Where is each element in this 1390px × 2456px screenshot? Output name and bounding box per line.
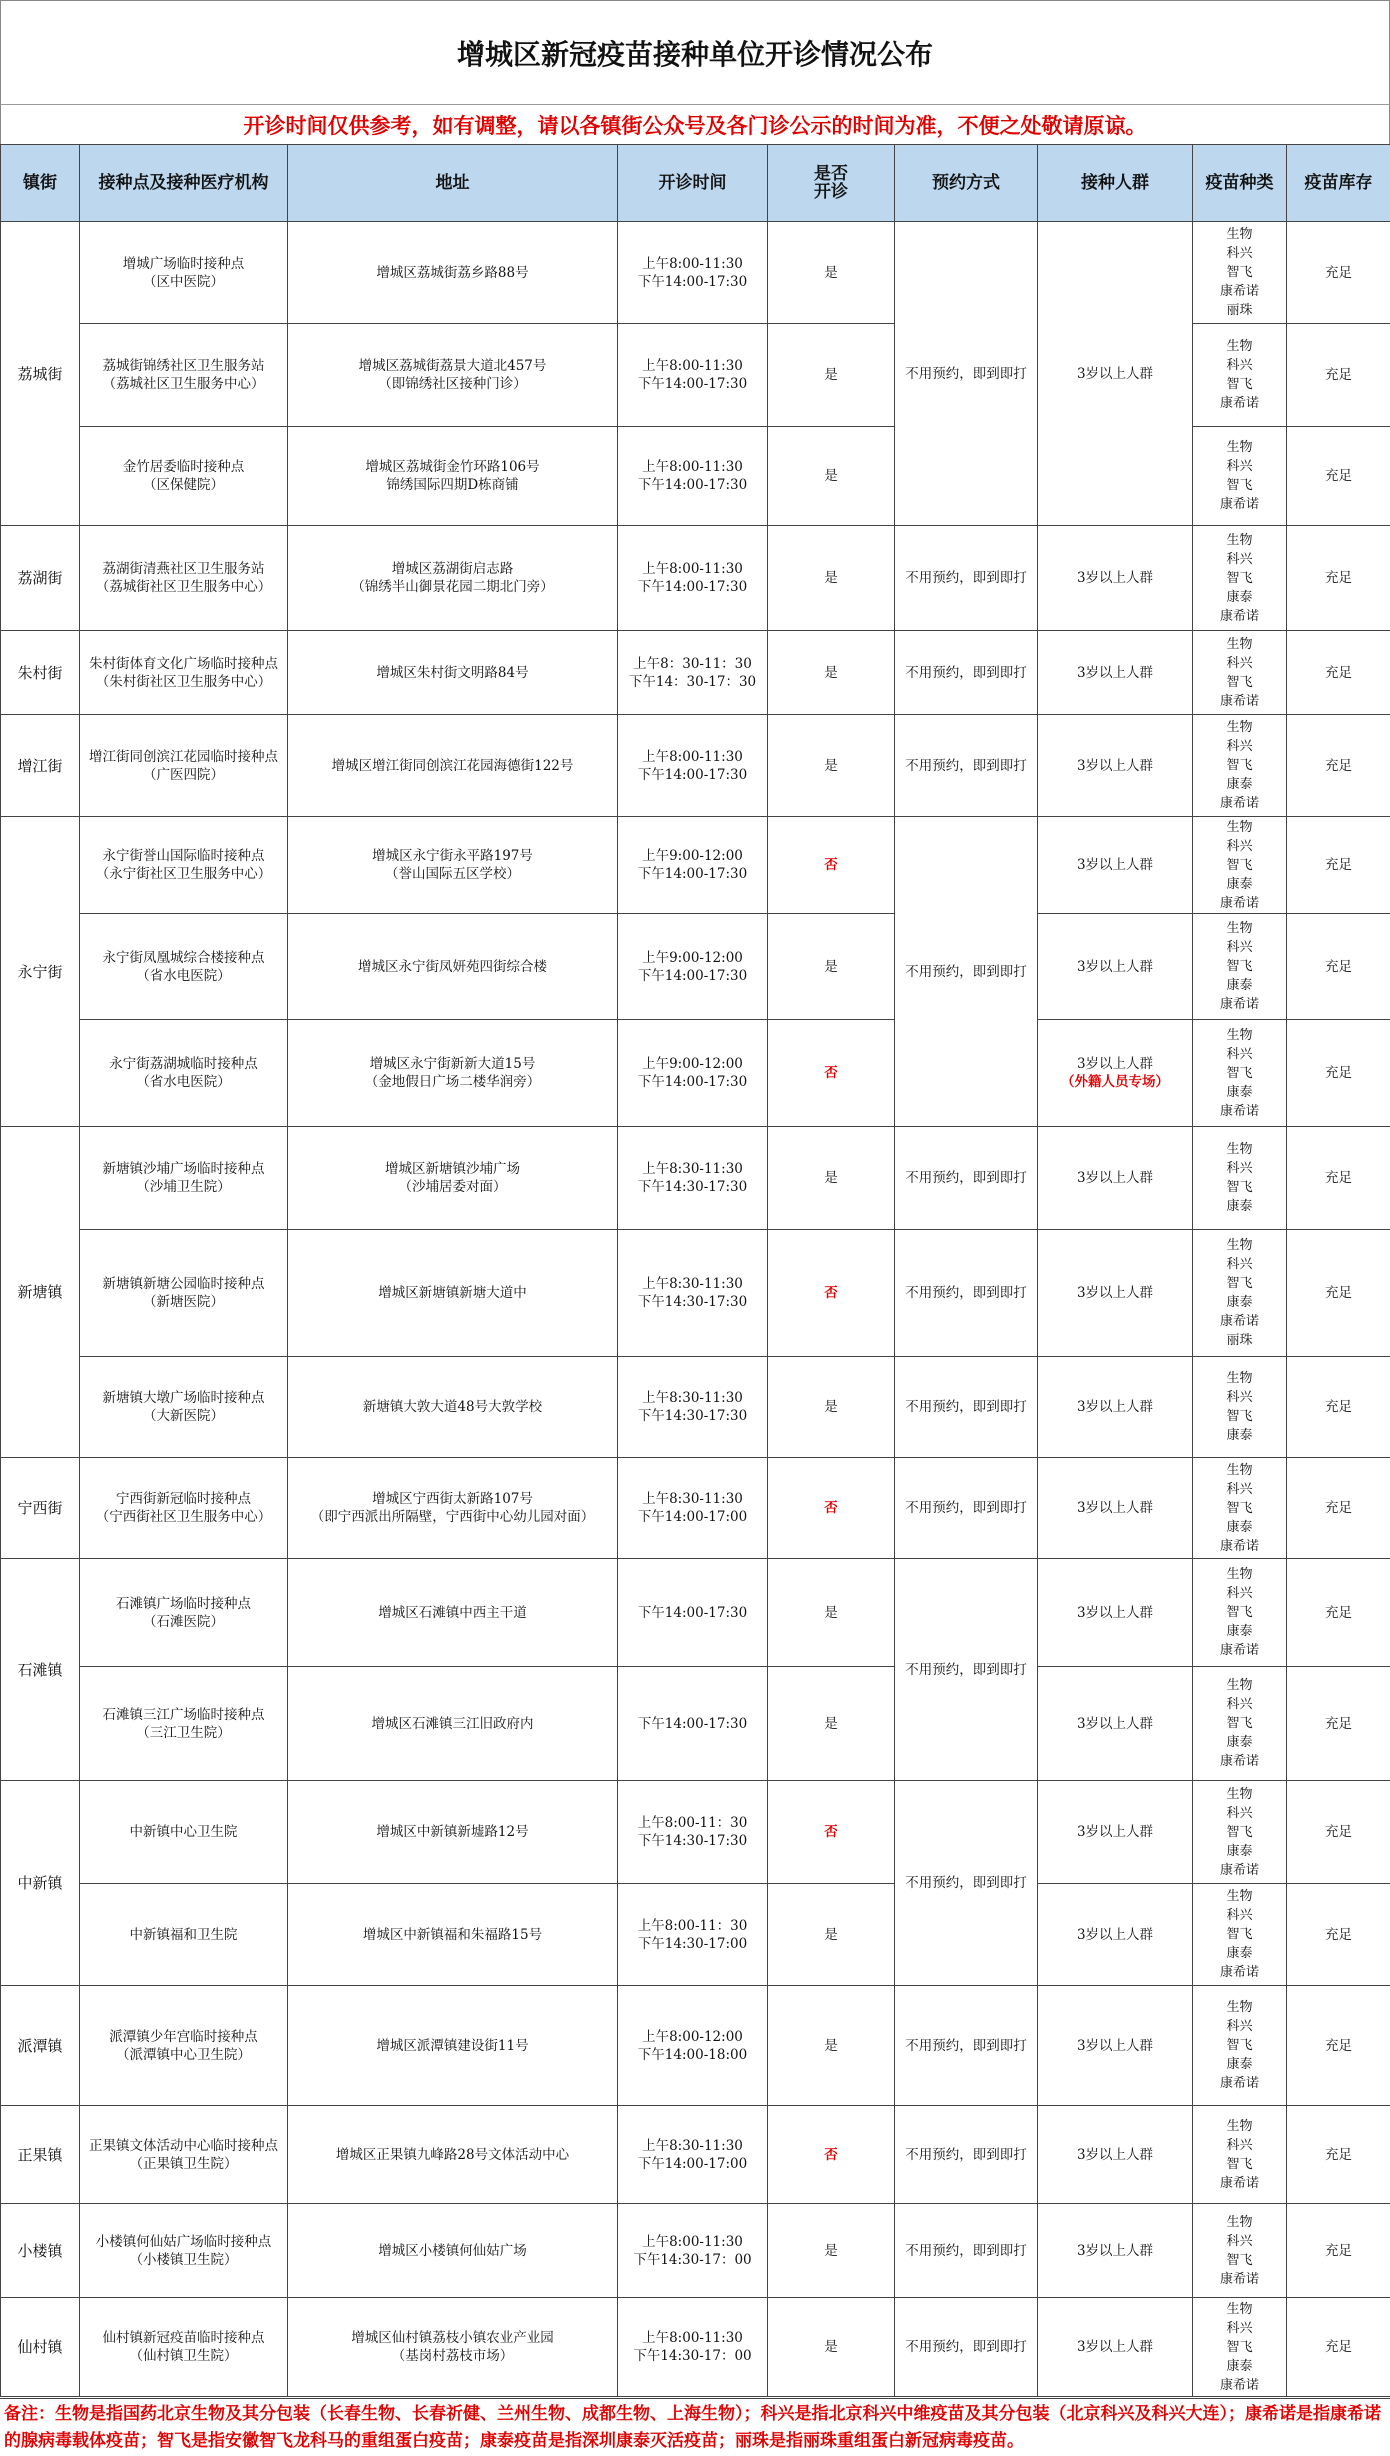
stock-cell: 充足 <box>1287 1559 1390 1667</box>
open-status-cell: 是 <box>768 526 895 631</box>
open-status-cell: 是 <box>768 914 895 1020</box>
hours-cell: 下午14:00-17:30 <box>618 1667 768 1781</box>
header-address: 地址 <box>288 145 618 222</box>
vaccine-cell: 生物 科兴 智飞 康泰 康希诺 <box>1193 1020 1287 1127</box>
site-cell: 永宁街凤凰城综合楼接种点 （省水电医院） <box>80 914 288 1020</box>
crowd-cell: 3岁以上人群 <box>1038 1230 1193 1357</box>
address-cell: 增城区荔湖街启志路 （锦绣半山御景花园二期北门旁） <box>288 526 618 631</box>
vaccine-cell: 生物 科兴 智飞 康泰 康希诺 <box>1193 914 1287 1020</box>
stock-cell: 充足 <box>1287 1458 1390 1559</box>
table-row <box>1 1667 1390 1781</box>
stock-cell: 充足 <box>1287 2298 1390 2397</box>
header-vaccine: 疫苗种类 <box>1193 145 1287 222</box>
site-cell: 永宁街誉山国际临时接种点 （永宁街社区卫生服务中心） <box>80 817 288 914</box>
hours-cell: 上午8:00-11:30 下午14:00-17:30 <box>618 324 768 427</box>
vaccine-cell: 生物 科兴 智飞 康泰 康希诺 丽珠 <box>1193 1230 1287 1357</box>
stock-cell: 充足 <box>1287 631 1390 715</box>
hours-cell: 上午8:30-11:30 下午14:00-17:00 <box>618 2106 768 2204</box>
street-cell: 仙村镇 <box>1 2298 80 2397</box>
booking-cell: 不用预约，即到即打 <box>895 1357 1038 1458</box>
site-cell: 中新镇福和卫生院 <box>80 1884 288 1986</box>
street-cell: 荔城街 <box>1 222 80 526</box>
stock-cell: 充足 <box>1287 1230 1390 1357</box>
address-cell: 增城区仙村镇荔枝小镇农业产业园 （基岗村荔枝市场） <box>288 2298 618 2397</box>
hours-cell: 上午8:30-11:30 下午14:00-17:00 <box>618 1458 768 1559</box>
stock-cell: 充足 <box>1287 324 1390 427</box>
vaccine-cell: 生物 科兴 智飞 康泰 康希诺 <box>1193 1884 1287 1986</box>
open-status-cell: 否 <box>768 1230 895 1357</box>
stock-cell: 充足 <box>1287 817 1390 914</box>
booking-cell: 不用预约，即到即打 <box>895 2204 1038 2298</box>
table-row <box>1 1986 1390 2106</box>
open-status-cell: 是 <box>768 1667 895 1781</box>
street-cell: 派潭镇 <box>1 1986 80 2106</box>
address-cell: 增城区永宁街凤妍苑四街综合楼 <box>288 914 618 1020</box>
vaccine-cell: 生物 科兴 智飞 康希诺 <box>1193 631 1287 715</box>
notice-banner: 开诊时间仅供参考，如有调整，请以各镇街公众号及各门诊公示的时间为准，不便之处敬请原谅。 <box>0 104 1390 144</box>
stock-cell: 充足 <box>1287 2204 1390 2298</box>
booking-cell: 不用预约，即到即打 <box>895 631 1038 715</box>
crowd-cell: 3岁以上人群 <box>1038 1357 1193 1458</box>
open-status-cell: 是 <box>768 2298 895 2397</box>
address-cell: 增城区正果镇九峰路28号文体活动中心 <box>288 2106 618 2204</box>
table-row <box>1 222 1390 324</box>
vaccine-cell: 生物 科兴 智飞 康泰 康希诺 <box>1193 526 1287 631</box>
crowd-cell: 3岁以上人群 <box>1038 1667 1193 1781</box>
site-cell: 增城广场临时接种点 （区中医院） <box>80 222 288 324</box>
crowd-cell: 3岁以上人群 <box>1038 1986 1193 2106</box>
stock-cell: 充足 <box>1287 1781 1390 1884</box>
street-cell: 荔湖街 <box>1 526 80 631</box>
vaccination-sites-table <box>0 144 1390 2397</box>
booking-cell: 不用预约，即到即打 <box>895 1781 1038 1986</box>
open-status-cell: 是 <box>768 1884 895 1986</box>
crowd-cell: 3岁以上人群 <box>1038 715 1193 817</box>
booking-cell: 不用预约，即到即打 <box>895 715 1038 817</box>
open-status-cell: 否 <box>768 817 895 914</box>
table-row <box>1 2298 1390 2397</box>
hours-cell: 上午8:00-11:30 下午14:00-17:30 <box>618 427 768 526</box>
header-stock: 疫苗库存 <box>1287 145 1390 222</box>
open-status-cell: 是 <box>768 427 895 526</box>
open-status-cell: 是 <box>768 715 895 817</box>
hours-cell: 上午8:00-11:30 下午14:30-17：00 <box>618 2204 768 2298</box>
hours-cell: 上午8:00-11:30 下午14:00-17:30 <box>618 715 768 817</box>
vaccine-cell: 生物 科兴 智飞 康泰 <box>1193 1127 1287 1230</box>
site-cell: 增江街同创滨江花园临时接种点 （广医四院） <box>80 715 288 817</box>
crowd-cell: 3岁以上人群 <box>1038 222 1193 526</box>
vaccine-cell: 生物 科兴 智飞 康泰 <box>1193 1357 1287 1458</box>
site-cell: 朱村街体育文化广场临时接种点 （朱村街社区卫生服务中心） <box>80 631 288 715</box>
table-row <box>1 631 1390 715</box>
street-cell: 中新镇 <box>1 1781 80 1986</box>
table-row <box>1 1357 1390 1458</box>
booking-cell: 不用预约，即到即打 <box>895 2106 1038 2204</box>
open-status-cell: 是 <box>768 1357 895 1458</box>
header-crowd: 接种人群 <box>1038 145 1193 222</box>
table-row <box>1 2204 1390 2298</box>
site-cell: 小楼镇何仙姑广场临时接种点 （小楼镇卫生院） <box>80 2204 288 2298</box>
crowd-cell: 3岁以上人群 <box>1038 817 1193 914</box>
address-cell: 增城区荔城街荔景大道北457号 （即锦绣社区接种门诊） <box>288 324 618 427</box>
stock-cell: 充足 <box>1287 526 1390 631</box>
address-cell: 增城区荔城街荔乡路88号 <box>288 222 618 324</box>
header-street: 镇街 <box>1 145 80 222</box>
address-cell: 新塘镇大敦大道48号大敦学校 <box>288 1357 618 1458</box>
street-cell: 宁西街 <box>1 1458 80 1559</box>
open-status-cell: 是 <box>768 2204 895 2298</box>
booking-cell: 不用预约，即到即打 <box>895 1127 1038 1230</box>
vaccine-cell: 生物 科兴 智飞 康希诺 <box>1193 2106 1287 2204</box>
open-status-cell: 是 <box>768 1559 895 1667</box>
address-cell: 增城区荔城街金竹环路106号 锦绣国际四期D栋商铺 <box>288 427 618 526</box>
hours-cell: 上午8:00-11：30 下午14:30-17:00 <box>618 1884 768 1986</box>
vaccine-cell: 生物 科兴 智飞 康泰 康希诺 <box>1193 1667 1287 1781</box>
booking-cell: 不用预约，即到即打 <box>895 526 1038 631</box>
table-body <box>1 222 1390 2397</box>
street-cell: 正果镇 <box>1 2106 80 2204</box>
address-cell: 增城区中新镇福和朱福路15号 <box>288 1884 618 1986</box>
table-row <box>1 715 1390 817</box>
site-cell: 新塘镇沙埔广场临时接种点 （沙埔卫生院） <box>80 1127 288 1230</box>
table-row <box>1 1020 1390 1127</box>
site-cell: 石滩镇三江广场临时接种点 （三江卫生院） <box>80 1667 288 1781</box>
vaccine-cell: 生物 科兴 智飞 康泰 康希诺 <box>1193 1986 1287 2106</box>
table-row <box>1 1127 1390 1230</box>
crowd-cell: 3岁以上人群 <box>1038 914 1193 1020</box>
booking-cell: 不用预约，即到即打 <box>895 817 1038 1127</box>
street-cell: 朱村街 <box>1 631 80 715</box>
booking-cell: 不用预约，即到即打 <box>895 1230 1038 1357</box>
address-cell: 增城区增江街同创滨江花园海德街122号 <box>288 715 618 817</box>
crowd-cell: 3岁以上人群 <box>1038 2298 1193 2397</box>
site-cell: 中新镇中心卫生院 <box>80 1781 288 1884</box>
crowd-cell: 3岁以上人群 <box>1038 1781 1193 1884</box>
stock-cell: 充足 <box>1287 1667 1390 1781</box>
page-title: 增城区新冠疫苗接种单位开诊情况公布 <box>0 0 1390 104</box>
table-row <box>1 526 1390 631</box>
hours-cell: 上午8：30-11：30 下午14：30-17：30 <box>618 631 768 715</box>
vaccine-cell: 生物 科兴 智飞 康希诺 <box>1193 324 1287 427</box>
header-site: 接种点及接种医疗机构 <box>80 145 288 222</box>
site-cell: 仙村镇新冠疫苗临时接种点 （仙村镇卫生院） <box>80 2298 288 2397</box>
crowd-cell: 3岁以上人群 <box>1038 1127 1193 1230</box>
stock-cell: 充足 <box>1287 1884 1390 1986</box>
stock-cell: 充足 <box>1287 1986 1390 2106</box>
stock-cell: 充足 <box>1287 222 1390 324</box>
vaccine-cell: 生物 科兴 智飞 康泰 康希诺 <box>1193 1458 1287 1559</box>
site-cell: 金竹居委临时接种点 （区保健院） <box>80 427 288 526</box>
address-cell: 增城区石滩镇三江旧政府内 <box>288 1667 618 1781</box>
crowd-cell: 3岁以上人群 （外籍人员专场） <box>1038 1020 1193 1127</box>
header-open: 是否 开诊 <box>768 145 895 222</box>
hours-cell: 上午8:00-11:30 下午14:00-17:30 <box>618 222 768 324</box>
hours-cell: 上午9:00-12:00 下午14:00-17:30 <box>618 914 768 1020</box>
open-status-cell: 是 <box>768 324 895 427</box>
hours-cell: 上午8:00-11:30 下午14:00-17:30 <box>618 526 768 631</box>
hours-cell: 上午9:00-12:00 下午14:00-17:30 <box>618 1020 768 1127</box>
table-row <box>1 914 1390 1020</box>
table-row <box>1 1781 1390 1884</box>
footnote: 备注：生物是指国药北京生物及其分包装（长春生物、长春祈健、兰州生物、成都生物、上海生物）；科兴是指北京科兴中维疫苗及其分包装（北京科兴及科兴大连）；康希诺是指康希诺的腺病毒载体疫苗；智飞是指安徽智飞龙科马的重组蛋白疫苗；康泰疫苗是指深圳康泰灭活疫苗；丽珠是指丽珠重组蛋白新冠病毒疫苗。 <box>0 2398 1390 2456</box>
table-row <box>1 2106 1390 2204</box>
site-cell: 宁西街新冠临时接种点 （宁西街社区卫生服务中心） <box>80 1458 288 1559</box>
crowd-cell: 3岁以上人群 <box>1038 1884 1193 1986</box>
open-status-cell: 是 <box>768 1127 895 1230</box>
vaccine-cell: 生物 科兴 智飞 康泰 康希诺 <box>1193 2298 1287 2397</box>
hours-cell: 上午8:00-11：30 下午14:30-17:30 <box>618 1781 768 1884</box>
address-cell: 增城区朱村街文明路84号 <box>288 631 618 715</box>
stock-cell: 充足 <box>1287 715 1390 817</box>
open-status-cell: 是 <box>768 1986 895 2106</box>
address-cell: 增城区小楼镇何仙姑广场 <box>288 2204 618 2298</box>
open-status-cell: 否 <box>768 1781 895 1884</box>
hours-cell: 上午8:30-11:30 下午14:30-17:30 <box>618 1357 768 1458</box>
hours-cell: 上午8:00-12:00 下午14:00-18:00 <box>618 1986 768 2106</box>
open-status-cell: 否 <box>768 1458 895 1559</box>
crowd-cell: 3岁以上人群 <box>1038 2204 1193 2298</box>
open-status-cell: 否 <box>768 1020 895 1127</box>
vaccine-cell: 生物 科兴 智飞 康泰 康希诺 <box>1193 817 1287 914</box>
street-cell: 永宁街 <box>1 817 80 1127</box>
address-cell: 增城区中新镇新墟路12号 <box>288 1781 618 1884</box>
table-row <box>1 1559 1390 1667</box>
table-row <box>1 1230 1390 1357</box>
table-header-row <box>1 145 1390 222</box>
site-cell: 新塘镇大墩广场临时接种点 （大新医院） <box>80 1357 288 1458</box>
crowd-cell: 3岁以上人群 <box>1038 631 1193 715</box>
table-row <box>1 1458 1390 1559</box>
stock-cell: 充足 <box>1287 2106 1390 2204</box>
booking-cell: 不用预约，即到即打 <box>895 2298 1038 2397</box>
crowd-cell: 3岁以上人群 <box>1038 1559 1193 1667</box>
hours-cell: 上午8:30-11:30 下午14:30-17:30 <box>618 1230 768 1357</box>
open-status-cell: 是 <box>768 631 895 715</box>
header-hours: 开诊时间 <box>618 145 768 222</box>
stock-cell: 充足 <box>1287 1020 1390 1127</box>
site-cell: 派潭镇少年宫临时接种点 （派潭镇中心卫生院） <box>80 1986 288 2106</box>
address-cell: 增城区新塘镇新塘大道中 <box>288 1230 618 1357</box>
hours-cell: 上午8:30-11:30 下午14:30-17:30 <box>618 1127 768 1230</box>
crowd-cell: 3岁以上人群 <box>1038 1458 1193 1559</box>
vaccine-cell: 生物 科兴 智飞 康希诺 <box>1193 427 1287 526</box>
site-cell: 永宁街荔湖城临时接种点 （省水电医院） <box>80 1020 288 1127</box>
street-cell: 石滩镇 <box>1 1559 80 1781</box>
site-cell: 石滩镇广场临时接种点 （石滩医院） <box>80 1559 288 1667</box>
address-cell: 增城区永宁街新新大道15号 （金地假日广场二楼华润旁） <box>288 1020 618 1127</box>
stock-cell: 充足 <box>1287 914 1390 1020</box>
table-row <box>1 817 1390 914</box>
open-status-cell: 否 <box>768 2106 895 2204</box>
vaccine-cell: 生物 科兴 智飞 康泰 康希诺 <box>1193 1559 1287 1667</box>
hours-cell: 上午8:00-11:30 下午14:30-17：00 <box>618 2298 768 2397</box>
site-cell: 正果镇文体活动中心临时接种点 （正果镇卫生院） <box>80 2106 288 2204</box>
site-cell: 荔湖街清燕社区卫生服务站 （荔城街社区卫生服务中心） <box>80 526 288 631</box>
site-cell: 荔城街锦绣社区卫生服务站 （荔城社区卫生服务中心） <box>80 324 288 427</box>
address-cell: 增城区新塘镇沙埔广场 （沙埔居委对面） <box>288 1127 618 1230</box>
street-cell: 小楼镇 <box>1 2204 80 2298</box>
vaccine-cell: 生物 科兴 智飞 康泰 康希诺 <box>1193 715 1287 817</box>
header-booking: 预约方式 <box>895 145 1038 222</box>
stock-cell: 充足 <box>1287 1127 1390 1230</box>
street-cell: 增江街 <box>1 715 80 817</box>
site-cell: 新塘镇新塘公园临时接种点 （新塘医院） <box>80 1230 288 1357</box>
vaccine-cell: 生物 科兴 智飞 康泰 康希诺 <box>1193 1781 1287 1884</box>
address-cell: 增城区石滩镇中西主干道 <box>288 1559 618 1667</box>
address-cell: 增城区永宁街永平路197号 （誉山国际五区学校） <box>288 817 618 914</box>
address-cell: 增城区宁西街太新路107号 （即宁西派出所隔壁，宁西街中心幼儿园对面） <box>288 1458 618 1559</box>
hours-cell: 下午14:00-17:30 <box>618 1559 768 1667</box>
booking-cell: 不用预约，即到即打 <box>895 1559 1038 1781</box>
crowd-cell: 3岁以上人群 <box>1038 2106 1193 2204</box>
stock-cell: 充足 <box>1287 427 1390 526</box>
address-cell: 增城区派潭镇建设街11号 <box>288 1986 618 2106</box>
booking-cell: 不用预约，即到即打 <box>895 1458 1038 1559</box>
booking-cell: 不用预约，即到即打 <box>895 222 1038 526</box>
vaccine-cell: 生物 科兴 智飞 康希诺 <box>1193 2204 1287 2298</box>
vaccine-cell: 生物 科兴 智飞 康希诺 丽珠 <box>1193 222 1287 324</box>
booking-cell: 不用预约，即到即打 <box>895 1986 1038 2106</box>
open-status-cell: 是 <box>768 222 895 324</box>
street-cell: 新塘镇 <box>1 1127 80 1458</box>
hours-cell: 上午9:00-12:00 下午14:00-17:30 <box>618 817 768 914</box>
stock-cell: 充足 <box>1287 1357 1390 1458</box>
table-row <box>1 1884 1390 1986</box>
crowd-cell: 3岁以上人群 <box>1038 526 1193 631</box>
